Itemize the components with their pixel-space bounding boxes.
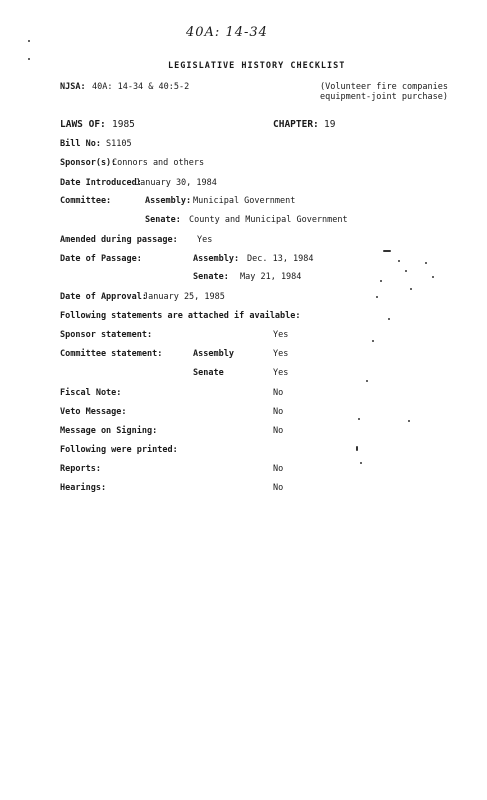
reports-label: Reports: [60,464,101,474]
committee-statement-assembly-label: Assembly [193,349,234,359]
passage-assembly-value: Dec. 13, 1984 [247,254,314,264]
fiscal-note-value: No [273,388,284,398]
committee-statement-label: Committee statement: [60,349,163,359]
amended-value: Yes [197,235,213,245]
laws-of-value: 1985 [112,119,135,130]
njsa-label: NJSA: [60,82,86,92]
message-on-signing-label: Message on Signing: [60,426,158,436]
committee-senate-label: Senate: [145,215,181,225]
sponsor-value: Connors and others [112,158,205,168]
committee-assembly-value: Municipal Government [193,196,296,206]
chapter-value: 19 [324,119,336,130]
passage-assembly-label: Assembly: [193,254,240,264]
njsa-value: 40A: 14-34 & 40:5-2 [92,82,190,92]
amended-label: Amended during passage: [60,235,178,245]
hearings-label: Hearings: [60,483,107,493]
committee-statement-assembly-value: Yes [273,349,289,359]
committee-senate-value: County and Municipal Government [189,215,348,225]
sponsor-label: Sponsor(s): [60,158,117,168]
njsa-note-line2: equipment-joint purchase) [320,92,448,102]
reports-value: No [273,464,284,474]
committee-assembly-label: Assembly: [145,196,192,206]
hearings-value: No [273,483,284,493]
veto-message-label: Veto Message: [60,407,127,417]
date-of-approval-value: January 25, 1985 [143,292,225,302]
statements-header: Following statements are attached if available: [60,311,301,321]
date-of-approval-label: Date of Approval: [60,292,147,302]
passage-senate-label: Senate: [193,272,229,282]
fiscal-note-label: Fiscal Note: [60,388,122,398]
laws-of-label: LAWS OF: [60,119,106,130]
bill-no-label: Bill No: [60,139,101,149]
handwritten-reference: 40A: 14-34 [186,25,268,40]
veto-message-value: No [273,407,284,417]
passage-senate-value: May 21, 1984 [240,272,302,282]
date-introduced-label: Date Introduced: [60,178,142,188]
printed-header: Following were printed: [60,445,178,455]
sponsor-statement-label: Sponsor statement: [60,330,153,340]
bill-no-value: S1105 [106,139,132,149]
message-on-signing-value: No [273,426,284,436]
committee-statement-senate-value: Yes [273,368,289,378]
committee-statement-senate-label: Senate [193,368,224,378]
document-title: LEGISLATIVE HISTORY CHECKLIST [168,61,346,71]
chapter-label: CHAPTER: [273,119,319,130]
committee-label: Committee: [60,196,112,206]
date-of-passage-label: Date of Passage: [60,254,142,264]
njsa-note-line1: (Volunteer fire companies [320,82,448,92]
sponsor-statement-value: Yes [273,330,289,340]
date-introduced-value: January 30, 1984 [135,178,217,188]
